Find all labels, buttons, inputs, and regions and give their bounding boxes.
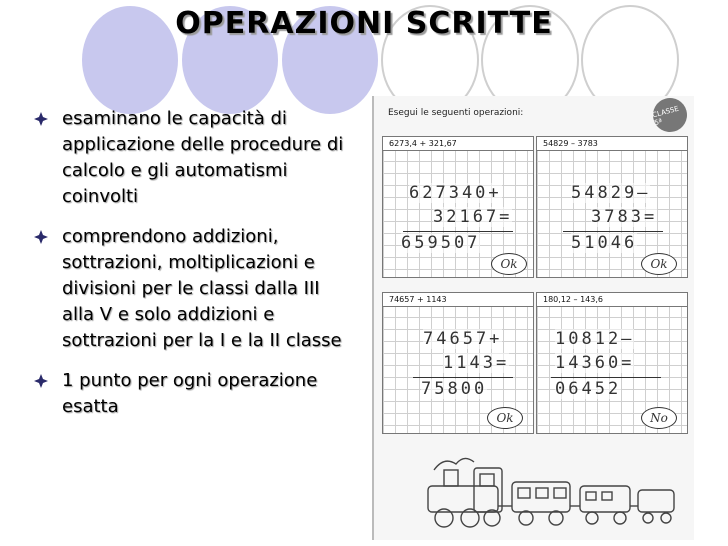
operation-cell [536,292,688,434]
operation-line-2: 32167= [433,207,513,227]
operation-label: 54829 – 3783 [537,137,687,151]
sum-rule [413,377,513,378]
operation-cell [536,136,688,278]
sum-rule [403,231,513,232]
sum-rule [551,377,661,378]
operation-label: 74657 + 1143 [383,293,533,307]
operation-line-1: 627340+ [409,183,502,203]
operation-result: 51046 [571,233,638,253]
operation-label: 180,12 – 143,6 [537,293,687,307]
worksheet-heading: Esegui le seguenti operazioni: [388,108,524,118]
train-drawing [414,450,684,534]
operation-result: 75800 [421,379,488,399]
bullet-list [34,106,354,434]
grade-mark: Ok [487,407,523,429]
operation-line-1: 74657+ [423,329,503,349]
class-badge: CLASSE 5ª [649,94,691,136]
page-title: OPERAZIONI SCRITTE [175,6,553,41]
diamond-bullet-icon [34,112,48,126]
diamond-bullet-icon [34,230,48,244]
bullet-text: esaminano le capacità di applicazione delle procedure di calcolo e gli automatismi coinvolti [62,108,344,207]
operation-label: 6273,4 + 321,67 [383,137,533,151]
operation-line-2: 3783= [591,207,658,227]
operation-line-1: 54829– [571,183,651,203]
grade-mark: No [641,407,677,429]
bullet-item [34,106,354,210]
grade-mark: Ok [641,253,677,275]
operation-cell [382,136,534,278]
operation-line-2: 1143= [443,353,510,373]
sum-rule [563,231,663,232]
operation-line-2: 14360= [555,353,635,373]
operation-cell [382,292,534,434]
bullet-text: 1 punto per ogni operazione esatta [62,370,318,417]
operation-line-1: 10812– [555,329,635,349]
bullet-item [34,224,354,354]
operation-result: 06452 [555,379,622,399]
operation-result: 659507 [401,233,481,253]
bullet-text: comprendono addizioni, sottrazioni, moltiplicazioni e divisioni per le classi dalla III alla V e solo addizioni e sottrazioni per la I e la II classe [62,226,342,351]
grade-mark: Ok [491,253,527,275]
bullet-item [34,368,354,420]
diamond-bullet-icon [34,374,48,388]
worksheet-image [372,96,694,540]
